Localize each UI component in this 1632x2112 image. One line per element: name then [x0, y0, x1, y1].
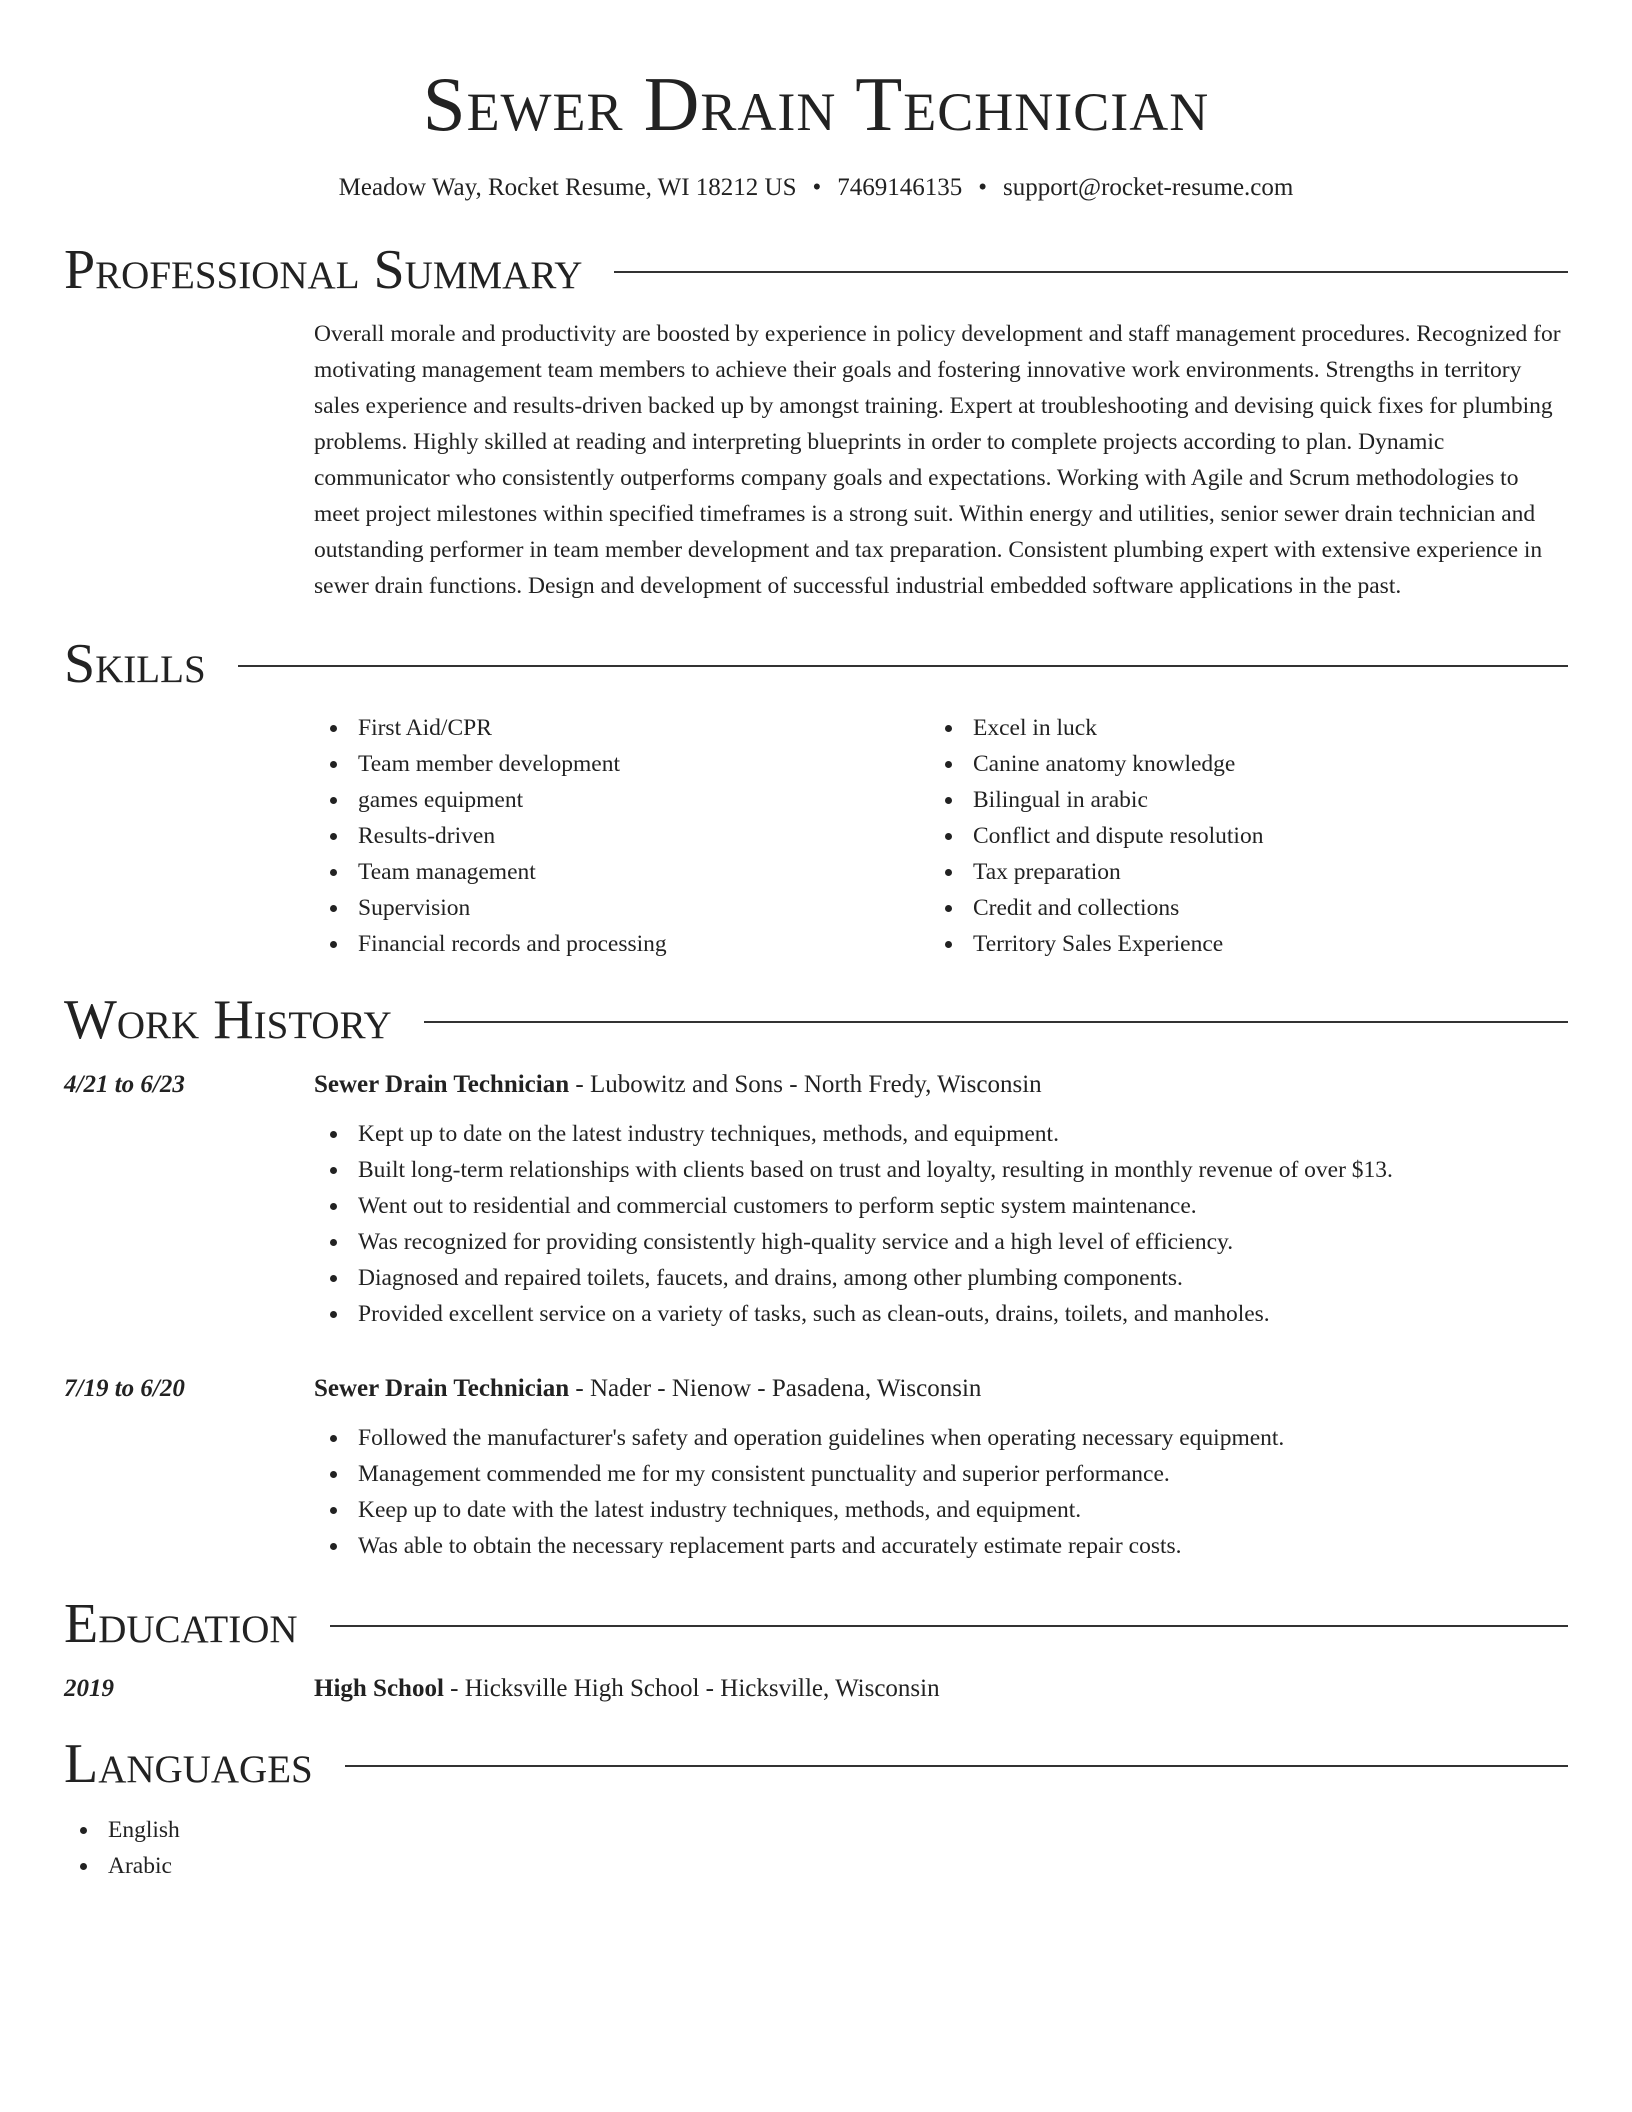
job-header — [64, 1372, 1568, 1406]
education-year: 2019 — [64, 1675, 114, 1702]
skills-list-right — [929, 710, 1544, 962]
job-entry — [64, 1372, 1568, 1564]
job-bullets — [314, 1116, 1568, 1332]
job-employer: - Lubowitz and Sons - North Fredy, Wisconsin — [569, 1071, 1042, 1098]
job-bullets — [314, 1420, 1568, 1564]
contact-separator: • — [978, 174, 988, 201]
skill-item: Canine anatomy knowledge — [929, 746, 1544, 782]
languages-header — [64, 1732, 1568, 1796]
job-bullet: Was recognized for providing consistently high-quality service and a high level of efficiency. — [314, 1224, 1568, 1260]
contact-separator: • — [812, 174, 822, 201]
job-header — [64, 1068, 1568, 1102]
skills-header — [64, 632, 1568, 696]
skill-item: Financial records and processing — [314, 926, 929, 962]
candidate-name: Sewer Drain Technician — [422, 61, 1210, 147]
skill-item: Team member development — [314, 746, 929, 782]
education-entry — [64, 1672, 1568, 1706]
skill-item: Bilingual in arabic — [929, 782, 1544, 818]
education-degree: High School — [314, 1675, 444, 1702]
languages-heading: Languages — [64, 1733, 313, 1795]
job-bullet: Keep up to date with the latest industry techniques, methods, and equipment. — [314, 1492, 1568, 1528]
contact-phone: 7469146135 — [837, 174, 963, 201]
languages-section — [64, 1732, 1568, 1884]
education-school: - Hicksville High School - Hicksville, Wisconsin — [443, 1675, 940, 1702]
section-divider — [424, 1021, 1568, 1023]
skills-heading: Skills — [64, 633, 206, 695]
skill-item: Excel in luck — [929, 710, 1544, 746]
education-row — [64, 1672, 1568, 1706]
job-bullet: Kept up to date on the latest industry techniques, methods, and equipment. — [314, 1116, 1568, 1152]
languages-list — [64, 1812, 1568, 1884]
skill-item: games equipment — [314, 782, 929, 818]
contact-email: support@rocket-resume.com — [1003, 174, 1294, 201]
skill-item: Credit and collections — [929, 890, 1544, 926]
skill-item: Territory Sales Experience — [929, 926, 1544, 962]
section-divider — [330, 1625, 1568, 1627]
skill-item: Tax preparation — [929, 854, 1544, 890]
job-bullet: Went out to residential and commercial customers to perform septic system maintenance. — [314, 1188, 1568, 1224]
section-divider — [238, 665, 1568, 667]
section-divider — [614, 271, 1568, 273]
contact-address: Meadow Way, Rocket Resume, WI 18212 US — [338, 174, 797, 201]
job-entry — [64, 1068, 1568, 1332]
job-dates: 4/21 to 6/23 — [64, 1071, 185, 1098]
skill-item: Supervision — [314, 890, 929, 926]
job-bullet: Diagnosed and repaired toilets, faucets, and drains, among other plumbing components. — [314, 1260, 1568, 1296]
skill-item: First Aid/CPR — [314, 710, 929, 746]
skill-item: Conflict and dispute resolution — [929, 818, 1544, 854]
work-heading: Work History — [64, 989, 392, 1051]
job-title-line — [314, 1372, 981, 1406]
education-header — [64, 1592, 1568, 1656]
job-employer: - Nader - Nienow - Pasadena, Wisconsin — [569, 1375, 982, 1402]
job-title: Sewer Drain Technician — [314, 1375, 570, 1402]
language-item: Arabic — [64, 1848, 1568, 1884]
contact-line — [64, 172, 1568, 204]
job-bullet: Was able to obtain the necessary replacement parts and accurately estimate repair costs. — [314, 1528, 1568, 1564]
work-section — [64, 988, 1568, 1564]
summary-text: Overall morale and productivity are boosted by experience in policy development and staff management procedures. Recognized for motivating management team members to achieve their goals and fostering innovative work environments. Strengths in territory sales experience and results-driven backed up by amongst training. Expert at troubleshooting and devising quick fixes for plumbing problems. Highly skilled at reading and interpreting blueprints in order to complete projects according to plan. Dynamic communicator who consistently outperforms company goals and expectations. Working with Agile and Scrum methodologies to meet project milestones within specified timeframes is a strong suit. Within energy and utilities, senior sewer drain technician and outstanding performer in team member development and tax preparation. Consistent plumbing expert with extensive experience in sewer drain functions. Design and development of successful industrial embedded software applications in the past. — [314, 321, 1561, 599]
job-title-line — [314, 1068, 1042, 1102]
education-title-line — [314, 1672, 940, 1706]
job-bullet: Provided excellent service on a variety of tasks, such as clean-outs, drains, toilets, and manholes. — [314, 1296, 1568, 1332]
job-bullet: Built long-term relationships with clients based on trust and loyalty, resulting in monthly revenue of over $13. — [314, 1152, 1568, 1188]
job-bullet: Followed the manufacturer's safety and operation guidelines when operating necessary equipment. — [314, 1420, 1568, 1456]
summary-header — [64, 238, 1568, 302]
skills-list-left — [314, 710, 929, 962]
summary-body — [314, 316, 1568, 604]
skills-section — [64, 632, 1568, 962]
job-dates: 7/19 to 6/20 — [64, 1375, 185, 1402]
skill-item: Team management — [314, 854, 929, 890]
work-header — [64, 988, 1568, 1052]
language-item: English — [64, 1812, 1568, 1848]
section-divider — [345, 1765, 1568, 1767]
job-bullet: Management commended me for my consistent punctuality and superior performance. — [314, 1456, 1568, 1492]
education-heading: Education — [64, 1593, 298, 1655]
summary-section — [64, 238, 1568, 604]
job-title: Sewer Drain Technician — [314, 1071, 570, 1098]
education-section — [64, 1592, 1568, 1706]
summary-heading: Professional Summary — [64, 239, 583, 301]
skill-item: Results-driven — [314, 818, 929, 854]
skills-columns — [314, 710, 1568, 962]
